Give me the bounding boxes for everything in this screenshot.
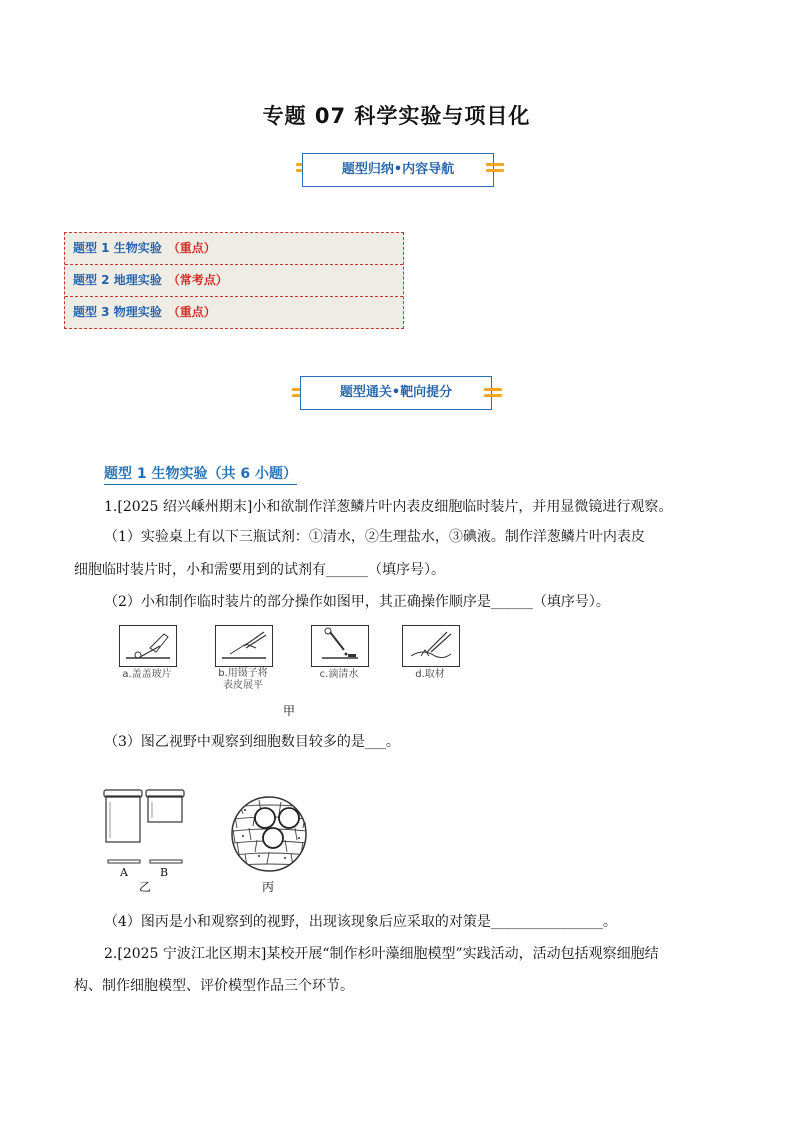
question-2-line-2: 构、制作细胞模型、评价模型作品三个环节。 xyxy=(74,978,354,994)
question-1-stem: 1.[2025 绍兴嵊州期末]小和欲制作洋葱鳞片叶内表皮细胞临时装片，并用显微镜进行观察。 xyxy=(104,499,673,515)
figure-jia-caption-a: a.盖盖玻片 xyxy=(122,669,172,680)
figure-jia-caption-c: c.滴清水 xyxy=(319,669,359,680)
figure-jia-label: 甲 xyxy=(283,704,296,718)
nav-item-geography[interactable]: 题型 2 地理实验 （常考点） xyxy=(65,265,403,297)
tweezers-icon xyxy=(216,626,272,666)
banner2-right-decoration-icon xyxy=(484,386,502,398)
figure-yi-label-a: A xyxy=(120,866,128,879)
section-banner-navigation: 题型归纳•内容导航 xyxy=(302,153,494,187)
figure-bing-label: 丙 xyxy=(262,880,275,894)
cover-slip-icon xyxy=(120,626,176,666)
nav-item-biology[interactable]: 题型 1 生物实验 （重点） xyxy=(65,233,403,265)
section-banner-practice: 题型通关•靶向提分 xyxy=(300,376,492,410)
dropper-icon xyxy=(312,626,368,666)
figure-jia-step-c xyxy=(311,625,369,667)
figure-jia-caption-b: b.用镊子将 表皮展平 xyxy=(218,668,268,691)
figure-yi-label: 乙 xyxy=(139,880,152,894)
nav-item-physics[interactable]: 题型 3 物理实验 （重点） xyxy=(73,305,216,319)
question-1-part-3: （3）图乙视野中观察到细胞数目较多的是___。 xyxy=(104,734,400,750)
section-heading-biology: 题型 1 生物实验（共 6 小题） xyxy=(104,463,297,485)
page-title: 专题 07 科学实验与项目化 xyxy=(262,104,531,128)
question-1-part-2: （2）小和制作临时装片的部分操作如图甲，其正确操作顺序是______（填序号）。 xyxy=(104,594,610,610)
question-2-line-1: 2.[2025 宁波江北区期末]某校开展“制作杉叶藻细胞模型”实践活动，活动包括观察细胞结 xyxy=(104,946,659,962)
banner-right-decoration-icon xyxy=(486,161,504,173)
figure-jia-step-d xyxy=(402,625,460,667)
figure-jia-step-b xyxy=(215,625,273,667)
figure-yi-objective-lenses xyxy=(100,786,195,868)
question-1-part-1b: 细胞临时装片时，小和需要用到的试剂有______（填序号）。 xyxy=(74,562,445,578)
figure-yi-label-b: B xyxy=(160,866,169,879)
content-navigation-box xyxy=(64,232,404,329)
take-sample-icon xyxy=(403,626,459,666)
question-1-part-1a: （1）实验桌上有以下三瓶试剂：①清水，②生理盐水，③碘液。制作洋葱鳞片叶内表皮 xyxy=(104,529,645,545)
figure-jia-step-a xyxy=(119,625,177,667)
question-1-part-4: （4）图丙是小和观察到的视野，出现该现象后应采取的对策是________________。 xyxy=(104,914,617,930)
figure-bing-microscope-view xyxy=(215,794,323,874)
figure-jia-caption-d: d.取材 xyxy=(415,669,445,680)
